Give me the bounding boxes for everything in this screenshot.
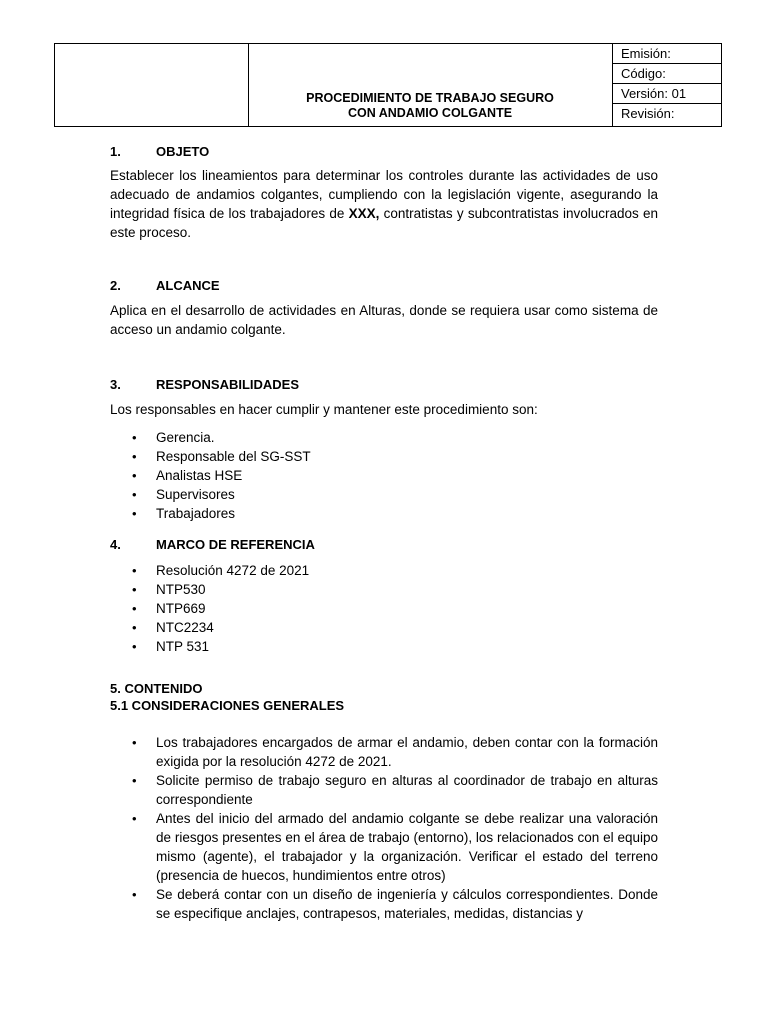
list-item: • NTC2234 [110,618,658,637]
section-1-text-a: Establecer los lineamientos para determinar los controles durante las actividades de uso adecuado de andamios colgantes, cumpliendo con la legislación vigente, asegurando la integridad física de los trabajadores de [110,168,658,221]
meta-cells [613,44,721,126]
section-2-paragraph: Aplica en el desarrollo de actividades en Alturas, donde se requiera usar como sistema de acceso un andamio colgante. [110,303,658,337]
section-1-heading [110,144,209,159]
section-4-heading [110,537,315,552]
section-1-text-b: contratistas y subcontratistas involucrados en este proceso. [110,206,658,240]
list-item: • Antes del inicio del armado del andamio colgante se debe realizar una valoración de riesgos presentes en el área de trabajo (entorno), los relacionados con el equipo mismo (agente), el trabajador y la organización. Verificar el estado del terreno (presencia de huecos, hundimientos entre otros) [110,809,658,885]
meta-codigo: Código: [613,64,721,84]
responsibilities-list [110,428,658,523]
section-1-paragraph [110,166,658,242]
list-item: • NTP669 [110,599,658,618]
list-item: • Los trabajadores encargados de armar el andamio, deben contar con la formación exigida por la resolución 4272 de 2021. [110,733,658,771]
section-3-heading [110,377,299,392]
list-item: • NTP 531 [110,637,658,656]
list-item: • Supervisores [110,485,658,504]
section-4-title: MARCO DE REFERENCIA [156,537,315,552]
section-5-1-heading: 5.1 CONSIDERACIONES GENERALES [110,698,345,713]
section-5-heading: 5. CONTENIDO [110,681,203,696]
meta-version: Versión: 01 [613,84,721,104]
title-cell [248,44,613,126]
document-header-table [54,43,722,127]
section-2-title: ALCANCE [156,278,220,293]
section-1-number: 1. [110,144,121,159]
title-line-1: PROCEDIMIENTO DE TRABAJO SEGURO [306,91,554,105]
section-4-number: 4. [110,537,121,552]
section-2-heading [110,278,220,293]
general-considerations-list [110,733,658,923]
title-line-2: CON ANDAMIO COLGANTE [347,106,513,120]
list-item: • Resolución 4272 de 2021 [110,561,658,580]
section-1-title: OBJETO [156,144,210,159]
section-2-number: 2. [110,278,121,293]
document-title [248,91,612,121]
company-placeholder: XXX, [348,206,380,221]
meta-revision: Revisión: [621,106,675,121]
list-item: • Se deberá contar con un diseño de ingeniería y cálculos correspondientes. Donde se especifique anclajes, contrapesos, materiales, medidas, distancias y [110,885,658,923]
list-item: • NTP530 [110,580,658,599]
section-3-intro: Los responsables en hacer cumplir y mantener este procedimiento son: [110,402,538,417]
list-item: • Gerencia. [110,428,658,447]
section-3-title: RESPONSABILIDADES [156,377,300,392]
logo-cell [55,44,249,126]
list-item: • Responsable del SG-SST [110,447,658,466]
list-item: • Analistas HSE [110,466,658,485]
list-item: • Solicite permiso de trabajo seguro en alturas al coordinador de trabajo en alturas correspondiente [110,771,658,809]
list-item: • Trabajadores [110,504,658,523]
meta-emision: Emisión: [613,44,721,64]
references-list [110,561,658,656]
section-3-number: 3. [110,377,121,392]
